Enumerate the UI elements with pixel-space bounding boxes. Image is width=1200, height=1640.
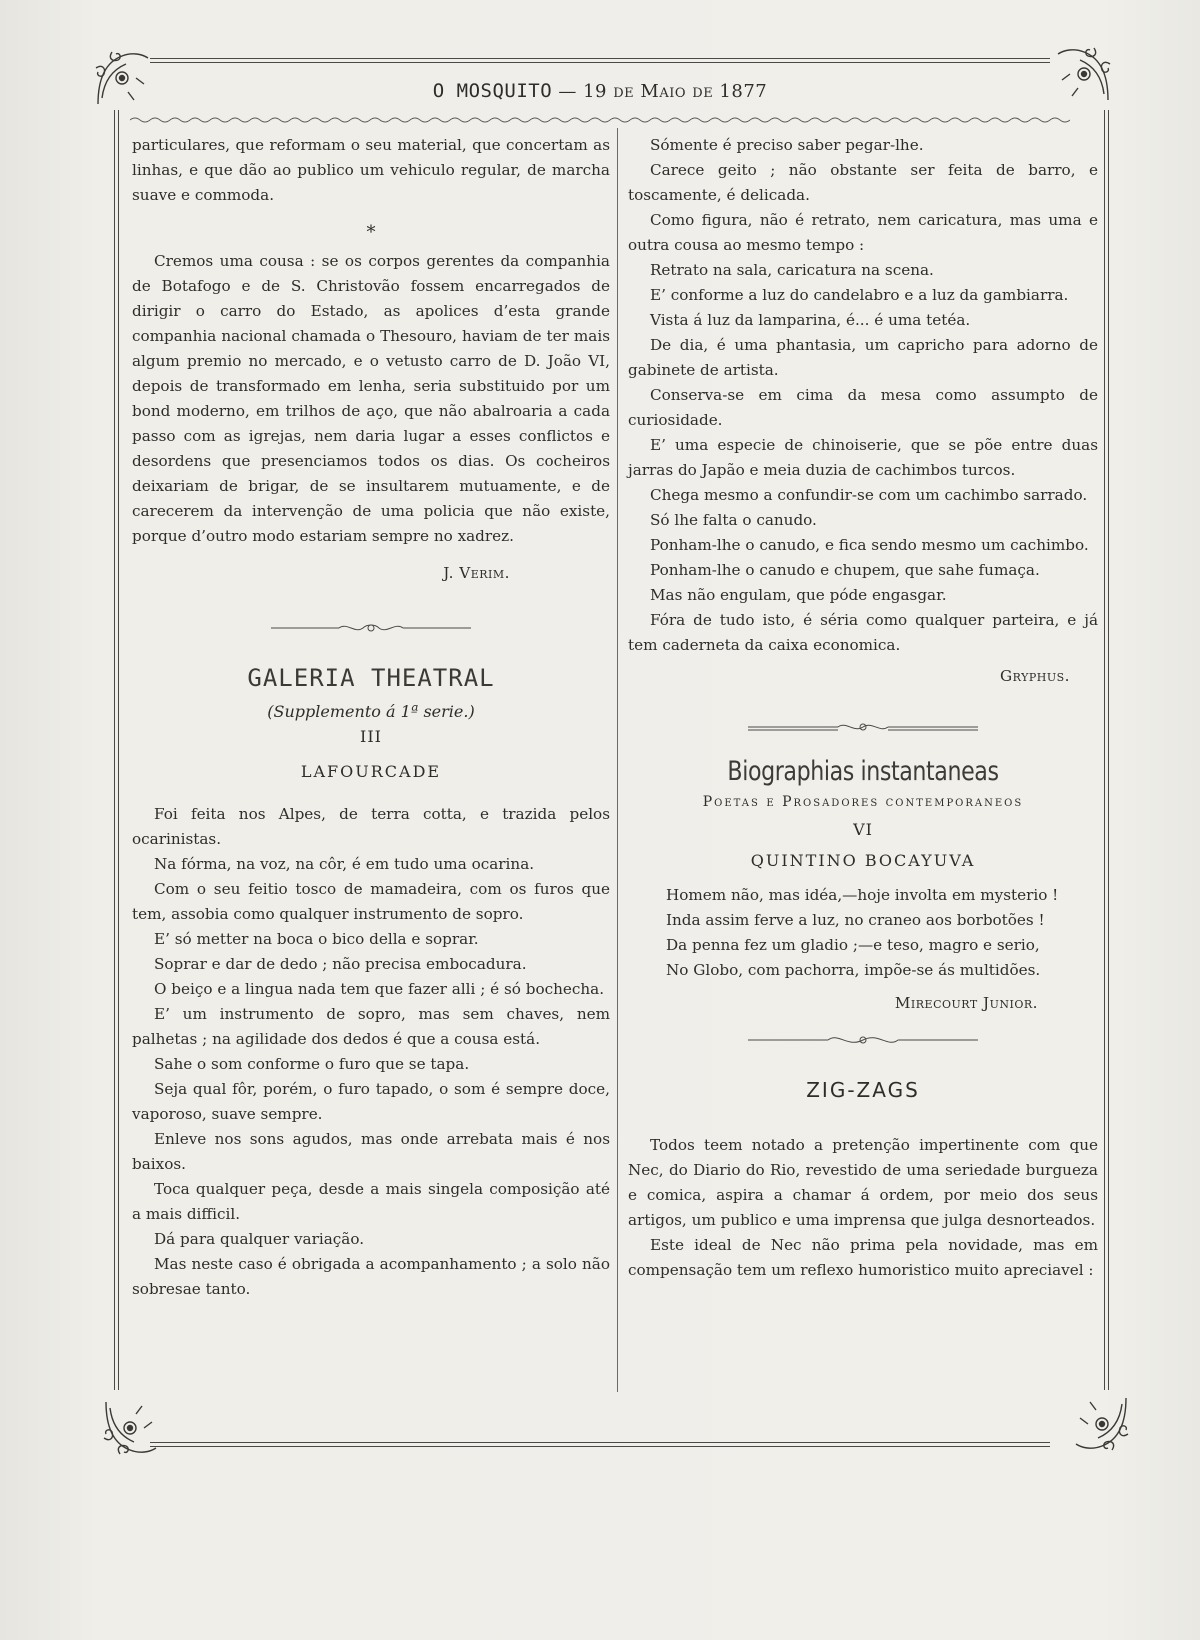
right-paragraph: Ponham-lhe o canudo e chupem, que sahe fumaça. [650, 561, 1040, 579]
corner-ornament-bottom-left [100, 1396, 162, 1458]
header-month: Maio [640, 81, 687, 102]
galeria-name: LAFOURCADE [300, 762, 442, 781]
left-intro-paragraph: particulares, que reformam o seu material, que concertam as linhas, e que dão ao publico um vehiculo regular, de marcha suave e commoda. [132, 136, 610, 204]
running-header [160, 80, 1040, 116]
galeria-paragraph: Enleve nos sons agudos, mas onde arrebata mais é nos baixos. [132, 1130, 610, 1173]
bio-verse: Da penna fez um gladio ;—e teso, magro e serio, [666, 936, 1040, 954]
galeria-paragraph: E’ um instrumento de sopro, mas sem chaves, nem palhetas ; na agilidade dos dedos é que a cousa está. [132, 1005, 610, 1048]
frame-left-rule [114, 110, 115, 1390]
right-paragraph: Mas não engulam, que póde engasgar. [650, 586, 947, 604]
publication-name: O MOSQUITO [432, 80, 553, 102]
bio-subtitle: Poetas e Prosadores contemporaneos [702, 794, 1024, 810]
bio-verse: Inda assim ferve a luz, no craneo aos borbotões ! [666, 911, 1045, 929]
divider-ornament [271, 620, 471, 636]
right-paragraph: Retrato na sala, caricatura na scena. [650, 261, 934, 279]
right-paragraph: E’ uma especie de chinoiserie, que se põe entre duas jarras do Japão e meia duzia de cachimbos turcos. [628, 436, 1098, 479]
bio-verse: No Globo, com pachorra, impõe-se ás multidões. [666, 961, 1041, 979]
header-de-1: de [613, 81, 635, 102]
galeria-subtitle: (Supplemento á 1ª serie.) [267, 702, 475, 721]
signature-mirecourt: Mirecourt Junior. [894, 994, 1038, 1012]
divider-ornament [748, 1032, 978, 1048]
corner-ornament-top-right [1052, 44, 1114, 106]
frame-right-rule [1104, 110, 1105, 1390]
frame-bottom-rule [150, 1442, 1050, 1443]
right-paragraph: Fóra de tudo isto, é séria como qualquer parteira, e já tem caderneta da caixa economica. [628, 611, 1098, 654]
galeria-number: III [360, 727, 382, 746]
header-day: 19 [583, 81, 608, 102]
right-paragraph: E’ conforme a luz do candelabro e a luz da gambiarra. [650, 286, 1069, 304]
frame-top-rule-inner [150, 62, 1050, 63]
right-paragraph: De dia, é uma phantasia, um capricho para adorno de gabinete de artista. [628, 336, 1098, 379]
galeria-paragraph: Sahe o som conforme o furo que se tapa. [154, 1055, 470, 1073]
zigzags-paragraph: Este ideal de Nec não prima pela novidade, mas em compensação tem um reflexo humoristico muito apreciavel : [628, 1236, 1098, 1279]
galeria-paragraph: Seja qual fôr, porém, o furo tapado, o som é sempre doce, vaporoso, suave sempre. [132, 1080, 610, 1123]
left-column [132, 133, 610, 1302]
frame-right-rule-inner [1108, 110, 1109, 1390]
bio-title: Biographias instantaneas [727, 756, 999, 787]
signature-verim: J. Verim. [443, 564, 510, 582]
column-divider [617, 128, 618, 1392]
frame-bottom-rule-inner [150, 1446, 1050, 1447]
galeria-title: GALERIA THEATRAL [247, 664, 495, 692]
left-body-paragraph: Cremos uma cousa : se os corpos gerentes da companhia de Botafogo e de S. Christovão fossem encarregados de dirigir o carro do Estado, as apolices d’esta grande companhia nacional chamada o Thesouro, haviam de ter mais algum premio no mercado, e o vetusto carro de D. João VI, depois de transformado em lenha, seria substituido por um bond moderno, em trilhos de aço, que não abalroaria a cada passo com as igrejas, nem daria lugar a esses conflictos e desordens que presenciamos todos os dias. Os cocheiros deixariam de brigar, de se insultarem mutuamente, e de carecerem da intervenção de uma policia que não existe, porque d’outro modo estariam sempre no xadrez. [132, 252, 610, 545]
frame-top-rule [150, 58, 1050, 59]
galeria-paragraph: Mas neste caso é obrigada a acompanhamento ; a solo não sobresae tanto. [132, 1255, 610, 1298]
corner-ornament-top-left [92, 48, 154, 110]
right-paragraph: Carece geito ; não obstante ser feita de barro, e toscamente, é delicada. [628, 161, 1098, 204]
divider-ornament [748, 719, 978, 735]
header-dash: — [558, 81, 577, 102]
right-paragraph: Ponham-lhe o canudo, e fica sendo mesmo um cachimbo. [650, 536, 1089, 554]
frame-left-rule-inner [118, 110, 119, 1390]
galeria-paragraph: Toca qualquer peça, desde a mais singela composição até a mais difficil. [132, 1180, 610, 1223]
header-year: 1877 [719, 81, 768, 102]
section-separator-star: * [366, 222, 376, 243]
zigzags-paragraph: Todos teem notado a pretenção impertinente com que Nec, do Diario do Rio, revestido de uma seriedade burgueza e comica, aspira a chamar á ordem, por meio dos seus artigos, um publico e uma imprensa que julga desnorteados. [628, 1136, 1098, 1229]
galeria-paragraph: O beiço e a lingua nada tem que fazer alli ; é só bochecha. [154, 980, 605, 998]
signature-gryphus: Gryphus. [1000, 667, 1070, 685]
galeria-paragraph: Na fórma, na voz, na côr, é em tudo uma ocarina. [154, 855, 535, 873]
corner-ornament-bottom-right [1070, 1392, 1132, 1454]
galeria-paragraph: Dá para qualquer variação. [154, 1230, 365, 1248]
galeria-paragraph: Foi feita nos Alpes, de terra cotta, e trazida pelos ocarinistas. [132, 805, 610, 848]
zigzags-title: ZIG-ZAGS [806, 1078, 920, 1102]
right-paragraph: Como figura, não é retrato, nem caricatura, mas uma e outra cousa ao mesmo tempo : [628, 211, 1098, 254]
galeria-paragraph: Soprar e dar de dedo ; não precisa embocadura. [154, 955, 527, 973]
right-paragraph: Chega mesmo a confundir-se com um cachimbo sarrado. [650, 486, 1088, 504]
galeria-paragraph: E’ só metter na boca o bico della e soprar. [154, 930, 479, 948]
right-paragraph: Só lhe falta o canudo. [650, 511, 817, 529]
header-wavy-rule [130, 116, 1070, 124]
galeria-paragraph: Com o seu feitio tosco de mamadeira, com os furos que tem, assobia como qualquer instrumento de sopro. [132, 880, 610, 923]
bio-number: VI [853, 820, 873, 839]
right-paragraph: Vista á luz da lamparina, é... é uma tetéa. [650, 311, 971, 329]
right-column [628, 133, 1098, 1283]
bio-verse: Homem não, mas idéa,—hoje involta em mysterio ! [666, 886, 1059, 904]
bio-name: QUINTINO BOCAYUVA [750, 851, 976, 870]
right-paragraph: Conserva-se em cima da mesa como assumpto de curiosidade. [628, 386, 1098, 429]
right-paragraph: Sómente é preciso saber pegar-lhe. [650, 136, 924, 154]
header-de-2: de [692, 81, 714, 102]
